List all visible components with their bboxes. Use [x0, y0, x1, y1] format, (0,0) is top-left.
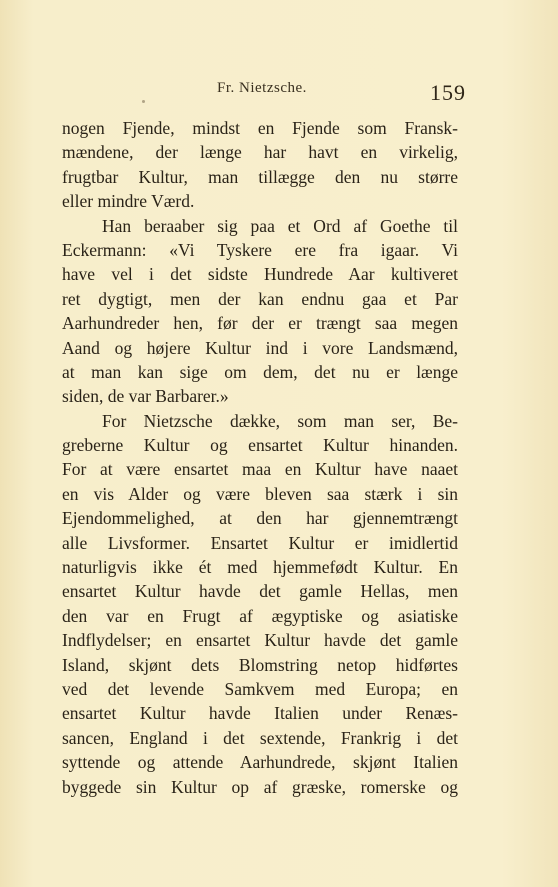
- text-line: ved det levende Samkvem med Europa; en: [62, 678, 458, 699]
- text-line: ret dygtigt, men der kan endnu gaa et Par: [62, 288, 458, 309]
- text-line: alle Livsformer. Ensartet Kultur er imidlertid: [62, 532, 458, 553]
- text-line: Island, skjønt dets Blomstring netop hidførtes: [62, 654, 458, 675]
- text-line: Eckermann: «Vi Tyskere ere fra igaar. Vi: [62, 239, 458, 260]
- text-line: For at være ensartet maa en Kultur have naaet: [62, 459, 458, 480]
- text-line: ensartet Kultur havde det gamle Hellas, men: [62, 581, 458, 602]
- text-line: Ejendommelighed, at den har gjennemtrængt: [62, 508, 458, 529]
- text-line: ensartet Kultur havde Italien under Renæs-: [62, 703, 458, 724]
- text-line: Aand og højere Kultur ind i vore Landsmænd,: [62, 337, 458, 358]
- text-line: at man kan sige om dem, det nu er længe: [62, 361, 458, 382]
- running-head: Fr. Nietzsche.: [217, 80, 307, 96]
- text-line: nogen Fjende, mindst en Fjende som Fransk-: [62, 118, 458, 138]
- text-line: naturligvis ikke ét med hjemmefødt Kultur. En: [62, 557, 458, 578]
- page-number: 159: [430, 80, 466, 105]
- text-line: mændene, der længe har havt en virkelig,: [62, 142, 458, 163]
- text-line: den var en Frugt af ægyptiske og asiatiske: [62, 605, 458, 626]
- text-line: Han beraaber sig paa et Ord af Goethe til: [102, 215, 458, 236]
- body-text: [62, 116, 458, 799]
- text-line: en vis Alder og være bleven saa stærk i sin: [62, 483, 458, 504]
- text-line: Aarhundreder hen, før der er trængt saa megen: [62, 313, 458, 334]
- text-line: byggede sin Kultur op af græske, romerske og: [62, 776, 458, 797]
- page-header: [60, 80, 466, 110]
- text-line: syttende og attende Aarhundrede, skjønt Italien: [62, 752, 458, 773]
- text-line: sancen, England i det sextende, Frankrig i det: [62, 727, 458, 748]
- text-line: Indflydelser; en ensartet Kultur havde det gamle: [62, 630, 458, 651]
- text-line: frugtbar Kultur, man tillægge den nu større: [62, 166, 458, 187]
- text-line: greberne Kultur og ensartet Kultur hinanden.: [62, 435, 458, 456]
- text-line: eller mindre Værd.: [62, 191, 195, 212]
- text-line: For Nietzsche dække, som man ser, Be-: [102, 410, 458, 431]
- text-line: siden, de var Barbarer.»: [62, 386, 229, 407]
- text-line: have vel i det sidste Hundrede Aar kultiveret: [62, 264, 458, 285]
